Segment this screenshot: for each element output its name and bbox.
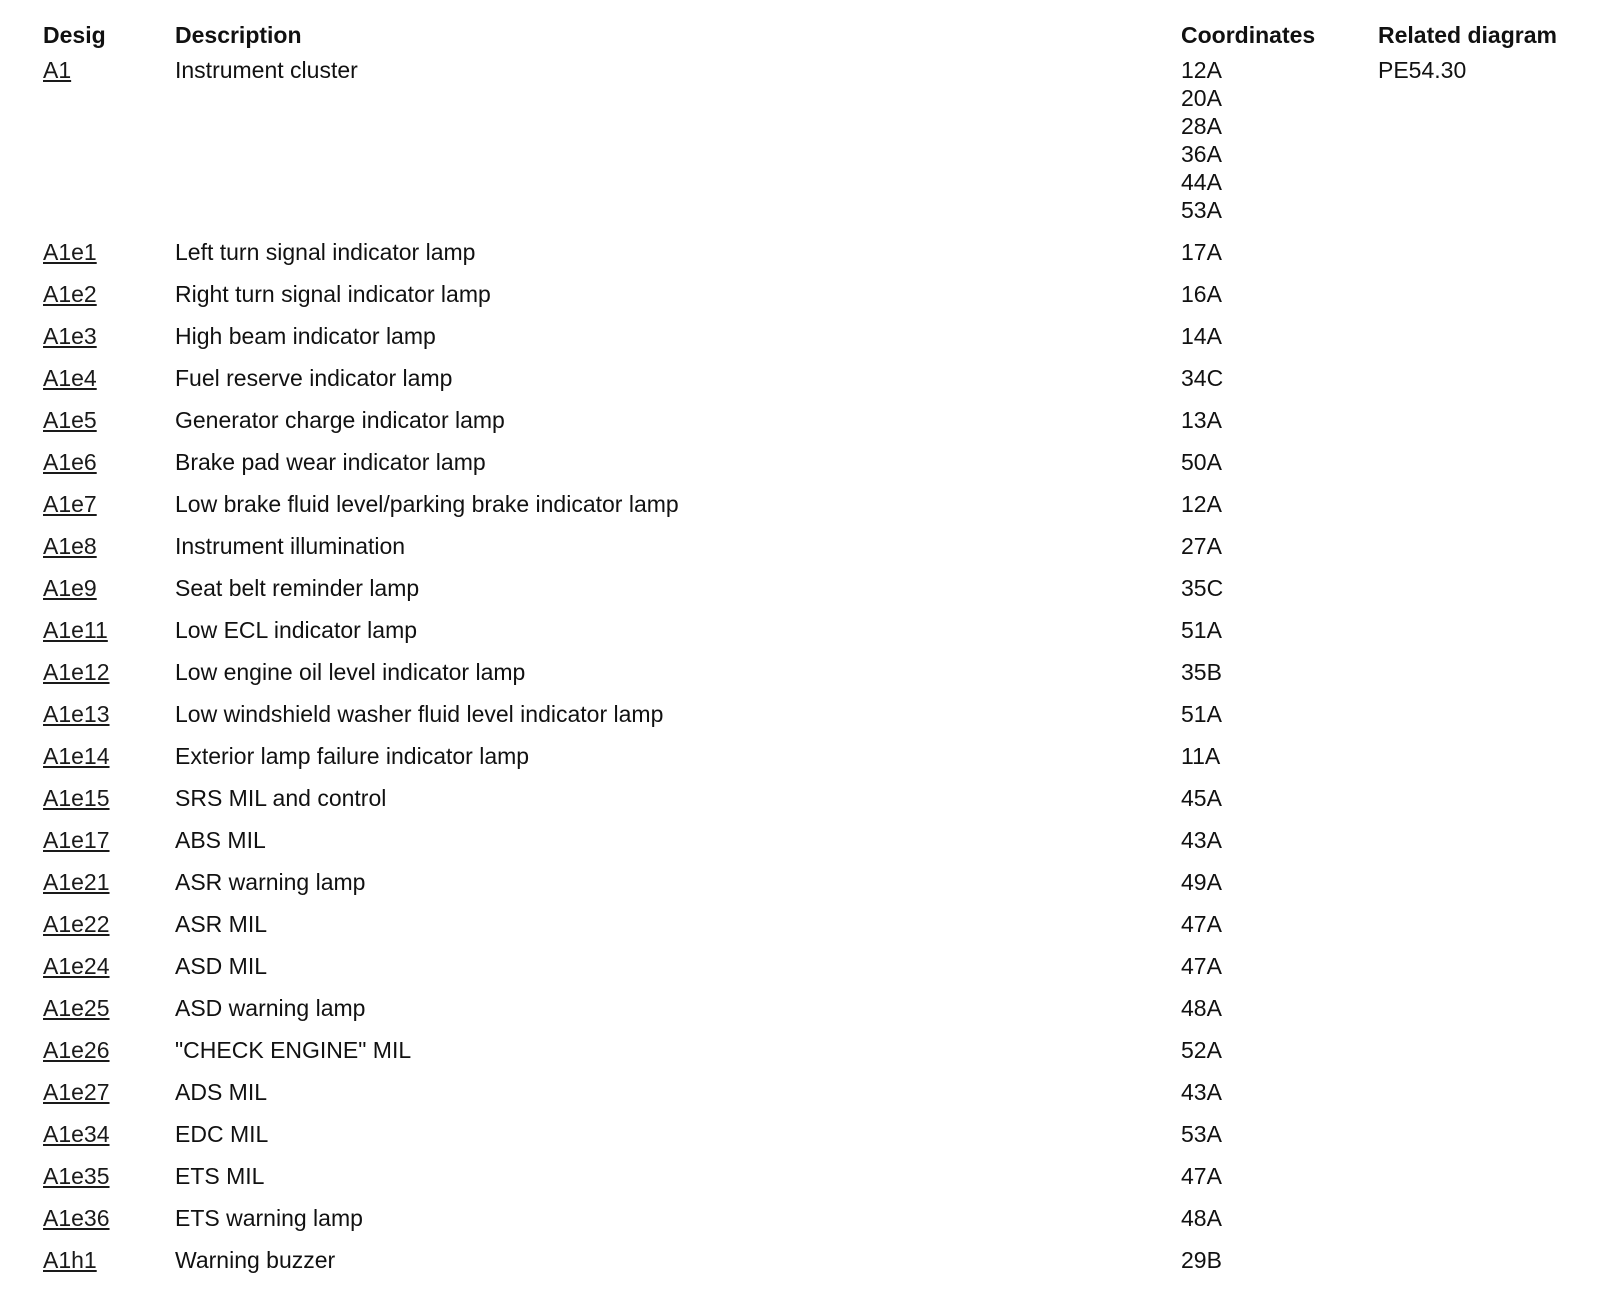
coordinate-value: 44A bbox=[1181, 169, 1222, 195]
table-row bbox=[0, 448, 1600, 476]
coordinates-cell bbox=[1181, 1120, 1222, 1148]
desig-link[interactable]: A1e34 bbox=[43, 1121, 110, 1147]
table-row bbox=[0, 1246, 1600, 1274]
coordinates-cell bbox=[1181, 616, 1222, 644]
description-cell: Instrument cluster bbox=[175, 57, 358, 83]
description-cell: Generator charge indicator lamp bbox=[175, 407, 505, 433]
coordinate-value: 20A bbox=[1181, 85, 1222, 111]
description-cell: Warning buzzer bbox=[175, 1247, 336, 1273]
description-cell: Low engine oil level indicator lamp bbox=[175, 659, 526, 685]
coordinate-value: 49A bbox=[1181, 869, 1222, 895]
description-cell: Brake pad wear indicator lamp bbox=[175, 449, 486, 475]
desig-link[interactable]: A1e9 bbox=[43, 575, 97, 601]
coordinate-value: 48A bbox=[1181, 1205, 1222, 1231]
coordinate-value: 47A bbox=[1181, 911, 1222, 937]
coordinates-cell bbox=[1181, 868, 1222, 896]
desig-link[interactable]: A1e6 bbox=[43, 449, 97, 475]
coordinates-cell bbox=[1181, 1204, 1222, 1232]
header-description: Description bbox=[175, 22, 302, 48]
coordinates-cell bbox=[1181, 1036, 1222, 1064]
table-row bbox=[0, 700, 1600, 728]
coordinate-value: 36A bbox=[1181, 141, 1222, 167]
coordinate-value: 52A bbox=[1181, 1037, 1222, 1063]
table-row bbox=[0, 994, 1600, 1022]
description-cell: High beam indicator lamp bbox=[175, 323, 436, 349]
table-row bbox=[0, 280, 1600, 308]
desig-link[interactable]: A1e24 bbox=[43, 953, 110, 979]
coordinates-cell bbox=[1181, 784, 1222, 812]
coordinate-value: 48A bbox=[1181, 995, 1222, 1021]
table-row bbox=[0, 364, 1600, 392]
coordinate-value: 17A bbox=[1181, 239, 1222, 265]
table-row bbox=[0, 1162, 1600, 1190]
desig-link[interactable]: A1e21 bbox=[43, 869, 110, 895]
coordinates-cell bbox=[1181, 952, 1222, 980]
desig-link[interactable]: A1 bbox=[43, 57, 72, 83]
description-cell: "CHECK ENGINE" MIL bbox=[175, 1037, 412, 1063]
table-row bbox=[0, 784, 1600, 812]
table-row bbox=[0, 322, 1600, 350]
table-row bbox=[0, 658, 1600, 686]
desig-link[interactable]: A1e7 bbox=[43, 491, 97, 517]
coordinates-cell bbox=[1181, 364, 1223, 392]
coordinate-value: 35C bbox=[1181, 575, 1224, 601]
desig-link[interactable]: A1e3 bbox=[43, 323, 97, 349]
coordinate-value: 12A bbox=[1181, 491, 1222, 517]
desig-link[interactable]: A1e14 bbox=[43, 743, 110, 769]
description-cell: SRS MIL and control bbox=[175, 785, 387, 811]
component-table bbox=[0, 20, 1600, 1288]
table-row bbox=[0, 490, 1600, 518]
description-cell: ETS warning lamp bbox=[175, 1205, 363, 1231]
description-cell: Fuel reserve indicator lamp bbox=[175, 365, 453, 391]
table-body bbox=[0, 56, 1600, 1274]
desig-link[interactable]: A1e17 bbox=[43, 827, 110, 853]
table-header bbox=[0, 20, 1600, 56]
coordinates-cell bbox=[1181, 322, 1222, 350]
desig-link[interactable]: A1e13 bbox=[43, 701, 110, 727]
description-cell: ETS MIL bbox=[175, 1163, 265, 1189]
coordinates-cell bbox=[1181, 1162, 1222, 1190]
desig-link[interactable]: A1e5 bbox=[43, 407, 97, 433]
coordinates-cell bbox=[1181, 658, 1222, 686]
desig-link[interactable]: A1e1 bbox=[43, 239, 97, 265]
description-cell: Seat belt reminder lamp bbox=[175, 575, 420, 601]
description-cell: Low brake fluid level/parking brake indicator lamp bbox=[175, 491, 679, 517]
table-row bbox=[0, 826, 1600, 854]
coordinate-value: 47A bbox=[1181, 953, 1222, 979]
description-cell: Low windshield washer fluid level indicator lamp bbox=[175, 701, 664, 727]
description-cell: ABS MIL bbox=[175, 827, 266, 853]
description-cell: EDC MIL bbox=[175, 1121, 269, 1147]
coordinates-cell bbox=[1181, 574, 1223, 602]
coordinate-value: 51A bbox=[1181, 701, 1222, 727]
coordinate-value: 51A bbox=[1181, 617, 1222, 643]
coordinate-value: 13A bbox=[1181, 407, 1222, 433]
desig-link[interactable]: A1e11 bbox=[43, 617, 108, 643]
table-row bbox=[0, 1120, 1600, 1148]
coordinate-value: 16A bbox=[1181, 281, 1222, 307]
coordinate-value: 53A bbox=[1181, 1121, 1222, 1147]
table-row bbox=[0, 742, 1600, 770]
coordinates-cell bbox=[1181, 1078, 1222, 1106]
desig-link[interactable]: A1e36 bbox=[43, 1205, 110, 1231]
table-row bbox=[0, 616, 1600, 644]
coordinates-cell bbox=[1181, 448, 1222, 476]
coordinates-cell bbox=[1181, 826, 1222, 854]
header-coordinates: Coordinates bbox=[1181, 22, 1316, 48]
description-cell: Exterior lamp failure indicator lamp bbox=[175, 743, 530, 769]
coordinates-cell bbox=[1181, 742, 1220, 770]
desig-link[interactable]: A1e2 bbox=[43, 281, 97, 307]
desig-link[interactable]: A1e12 bbox=[43, 659, 110, 685]
coordinate-value: 29B bbox=[1181, 1247, 1222, 1273]
coordinates-cell bbox=[1181, 994, 1222, 1022]
desig-link[interactable]: A1e25 bbox=[43, 995, 110, 1021]
coordinate-value: 34C bbox=[1181, 365, 1224, 391]
table-row bbox=[0, 574, 1600, 602]
desig-link[interactable]: A1e8 bbox=[43, 533, 97, 559]
coordinate-value: 12A bbox=[1181, 57, 1222, 83]
header-related-diagram: Related diagram bbox=[1378, 22, 1557, 48]
coordinates-cell bbox=[1181, 1246, 1222, 1274]
description-cell: ASR warning lamp bbox=[175, 869, 366, 895]
coordinate-value: 53A bbox=[1181, 197, 1222, 223]
coordinate-value: 47A bbox=[1181, 1163, 1222, 1189]
description-cell: ASD MIL bbox=[175, 953, 268, 979]
table-row bbox=[0, 56, 1600, 224]
desig-link[interactable]: A1e27 bbox=[43, 1079, 110, 1105]
coordinate-value: 11A bbox=[1181, 743, 1221, 769]
coordinates-cell bbox=[1181, 280, 1222, 308]
table-row bbox=[0, 868, 1600, 896]
description-cell: Left turn signal indicator lamp bbox=[175, 239, 476, 265]
description-cell: ASR MIL bbox=[175, 911, 268, 937]
desig-link[interactable]: A1e22 bbox=[43, 911, 110, 937]
description-cell: Right turn signal indicator lamp bbox=[175, 281, 491, 307]
coordinates-cell bbox=[1181, 490, 1222, 518]
table-row bbox=[0, 532, 1600, 560]
related-diagram-cell: PE54.30 bbox=[1378, 57, 1467, 83]
desig-link[interactable]: A1e4 bbox=[43, 365, 97, 391]
table-row bbox=[0, 1204, 1600, 1232]
table-row bbox=[0, 1036, 1600, 1064]
table-row bbox=[0, 1078, 1600, 1106]
desig-link[interactable]: A1e35 bbox=[43, 1163, 110, 1189]
coordinates-cell bbox=[1181, 532, 1222, 560]
description-cell: ADS MIL bbox=[175, 1079, 268, 1105]
coordinates-cell bbox=[1181, 910, 1222, 938]
coordinates-cell bbox=[1181, 406, 1222, 434]
description-cell: ASD warning lamp bbox=[175, 995, 366, 1021]
coordinate-value: 50A bbox=[1181, 449, 1222, 475]
coordinate-value: 43A bbox=[1181, 1079, 1222, 1105]
coordinates-cell bbox=[1181, 56, 1222, 224]
desig-link[interactable]: A1e26 bbox=[43, 1037, 110, 1063]
coordinate-value: 45A bbox=[1181, 785, 1222, 811]
coordinate-value: 27A bbox=[1181, 533, 1222, 559]
coordinate-value: 43A bbox=[1181, 827, 1222, 853]
table-row bbox=[0, 238, 1600, 266]
desig-link[interactable]: A1h1 bbox=[43, 1247, 97, 1273]
coordinate-value: 28A bbox=[1181, 113, 1222, 139]
description-cell: Instrument illumination bbox=[175, 533, 406, 559]
description-cell: Low ECL indicator lamp bbox=[175, 617, 418, 643]
table-row bbox=[0, 406, 1600, 434]
table-row bbox=[0, 952, 1600, 980]
table-row bbox=[0, 910, 1600, 938]
header-desig: Desig bbox=[43, 22, 106, 48]
coordinate-value: 35B bbox=[1181, 659, 1222, 685]
coordinate-value: 14A bbox=[1181, 323, 1222, 349]
coordinates-cell bbox=[1181, 238, 1222, 266]
desig-link[interactable]: A1e15 bbox=[43, 785, 110, 811]
coordinates-cell bbox=[1181, 700, 1222, 728]
